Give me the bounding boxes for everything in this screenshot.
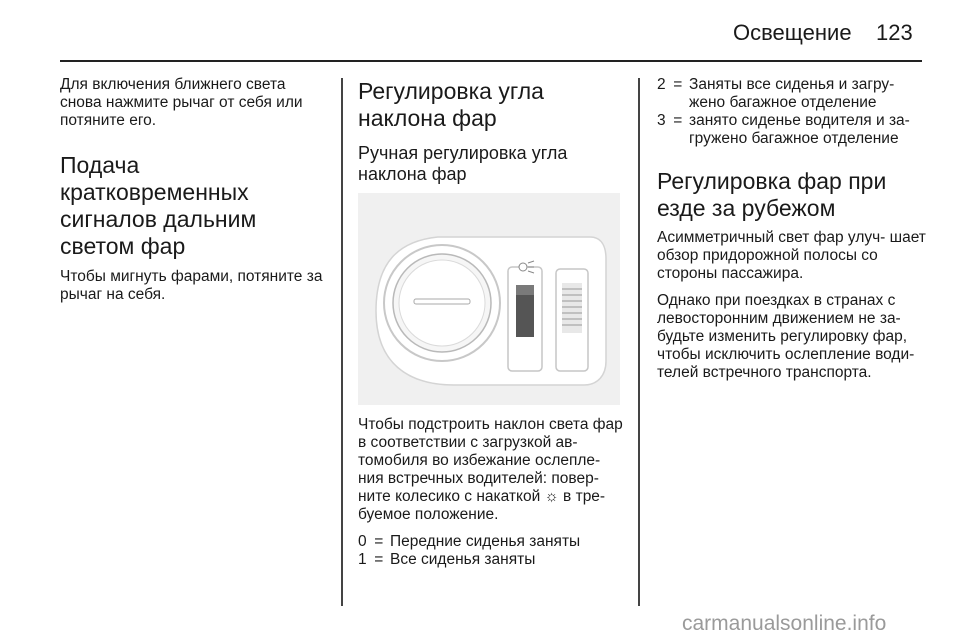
column-2 (358, 78, 628, 569)
section-heading-abroad: Регулировка фар при езде за рубежом (657, 168, 887, 221)
list-item-number: 0 (358, 533, 367, 550)
list-item (657, 76, 927, 112)
column-divider (638, 78, 640, 606)
list-item-text: занято сиденье водителя и за- гружено багажное отделение (689, 112, 910, 147)
load-position-list (358, 533, 628, 569)
list-item (358, 533, 628, 551)
page-header-title: Освещение (733, 20, 852, 45)
abroad-paragraph-1: Асимметричный свет фар улуч- шает обзор придорожной полосы со стороны пассажира. (657, 229, 926, 282)
list-item-number: 1 (358, 551, 367, 568)
section-heading-leveling: Регулировка угла наклона фар (358, 78, 544, 131)
column-3 (657, 76, 927, 382)
list-item-equals: = (370, 533, 384, 550)
headlight-switch-illustration (358, 193, 620, 405)
list-item-text: Заняты все сиденья и загру- жено багажное отделение (689, 76, 895, 111)
list-item-number: 2 (657, 76, 666, 93)
list-item (358, 551, 628, 569)
flash-paragraph: Чтобы мигнуть фарами, потяните за рычаг на себя. (60, 268, 323, 303)
column-divider (341, 78, 343, 606)
page-number: 123 (876, 20, 913, 45)
list-item (657, 112, 927, 148)
headlight-switch-figure (358, 193, 620, 405)
watermark: carmanualsonline.info (682, 612, 887, 635)
subheading-manual-leveling: Ручная регулировка угла наклона фар (358, 143, 568, 184)
list-item-equals: = (370, 551, 384, 568)
leveling-paragraph: Чтобы подстроить наклон света фар в соответствии с загрузкой ав- томобиля во избежание ослепле- ния встречных водителей: повер- ните колесико с накаткой ☼ в тре- буемое положение. (358, 416, 623, 523)
section-heading-flash: Подача кратковременных сигналов дальним светом фар (60, 152, 257, 259)
column-1 (60, 76, 330, 304)
list-item-equals: = (669, 76, 683, 93)
abroad-paragraph-2: Однако при поездках в странах с левосторонним движением не за- будьте изменить регулировку фар, чтобы исключить ослепление води- телей встречного транспорта. (657, 292, 915, 381)
list-item-text: Передние сиденья заняты (390, 533, 581, 550)
header-divider (60, 60, 922, 62)
list-item-equals: = (669, 112, 683, 129)
intro-paragraph: Для включения ближнего света снова нажмите рычаг от себя или потяните его. (60, 76, 303, 129)
list-item-number: 3 (657, 112, 666, 129)
list-item-text: Все сиденья заняты (390, 551, 536, 568)
